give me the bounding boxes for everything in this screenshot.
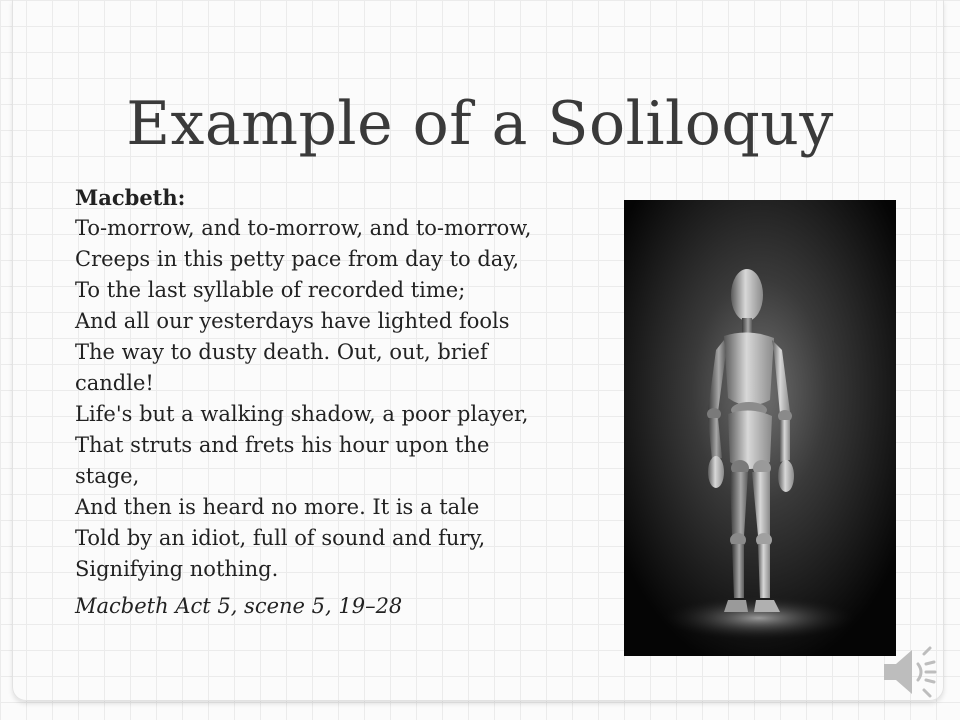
quote-line: Life's but a walking shadow, a poor player, bbox=[75, 402, 529, 426]
mannequin-image bbox=[624, 200, 896, 656]
quote-line: stage, bbox=[75, 464, 140, 488]
quote-line: To-morrow, and to-morrow, and to-morrow, bbox=[75, 216, 532, 240]
speaker-sound-icon[interactable] bbox=[878, 640, 942, 704]
quote-line: Told by an idiot, full of sound and fury, bbox=[75, 526, 486, 550]
quote-line: That struts and frets his hour upon the bbox=[75, 433, 490, 457]
speaker-label: Macbeth: bbox=[75, 185, 186, 210]
quote-line: And then is heard no more. It is a tale bbox=[75, 495, 480, 519]
citation: Macbeth Act 5, scene 5, 19–28 bbox=[75, 594, 403, 618]
quote-line: To the last syllable of recorded time; bbox=[75, 278, 466, 302]
quote-line: candle! bbox=[75, 371, 154, 395]
slide-title: Example of a Soliloquy bbox=[126, 89, 834, 159]
quote-line: And all our yesterdays have lighted fools bbox=[75, 309, 510, 333]
quote-body bbox=[75, 182, 630, 622]
quote-line: The way to dusty death. Out, out, brief bbox=[75, 340, 488, 364]
quote-line: Creeps in this petty pace from day to day, bbox=[75, 247, 520, 271]
quote-line: Signifying nothing. bbox=[75, 557, 279, 581]
